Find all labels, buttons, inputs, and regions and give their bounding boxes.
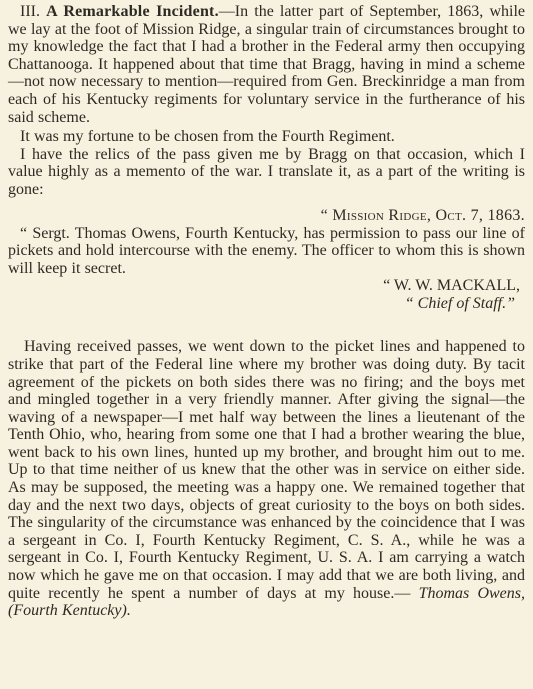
spacer	[8, 199, 525, 207]
pass-signature: “ W. W. MACKALL,	[383, 277, 520, 295]
narrative-attribution: Thomas Owens, (Fourth Kentucky).	[8, 584, 525, 620]
narrative-body: Having received passes, we went down to the picket lines and happened to strike that part of the Federal line where my brother was doing duty. By tacit agreement of the pickets on both sides there was no firing; and the boys met and mingled together in a very friendly manner. After giving the signal—the waving of a newspaper—I met half way between the lines a lieutenant of the Tenth Ohio, who, hearing from some one that I had a brother wearing the blue, went back to his own lines, hunted up my brother, and brought him out to me. Up to that time neither of us knew that the other was in service on either side. As may be supposed, the meeting was a happy one. We remained together that day and the next two days, objects of great curiosity to the boys on both sides. The singularity of the circumstance was enhanced by the coincidence that I was a sergeant in Co. I, Fourth Kentucky Regiment, C. S. A., while he was a sergeant in Co. I, Fourth Kentucky Regiment, U. S. A. I am carrying a watch now which he gave me on that occasion. I may add that we are both living, and quite recently he spent a number of days at my house.—	[8, 338, 525, 602]
pass-body: “ Sergt. Thomas Owens, Fourth Kentucky, has permission to pass our line of pickets and hold intercourse with the enemy. The officer to whom this is shown will keep it secret.	[8, 224, 525, 277]
pass-role: “ Chief of Staff.”	[404, 295, 515, 313]
section-title: A Remarkable Incident.	[46, 3, 219, 20]
section-numeral: III.	[20, 3, 40, 20]
paragraph-pass-relics: I have the relics of the pass given me by Bragg on that occasion, which I value highly as a memento of the war. I translate it, as a part of the writing is gone:	[8, 145, 525, 198]
spacer	[8, 313, 525, 338]
section-text: —In the latter part of September, 1863, while we lay at the foot of Mission Ridge, a singular train of circumstances brought to my knowledge the fact that I had a brother in the Federal army then occupying Chattanooga. It happened about that time that Bragg, having in mind a scheme—not now necessary to mention—required from Gen. Breckinridge a man from each of his Kentucky regiments for voluntary service in the furtherance of his said scheme.	[8, 3, 525, 126]
pass-dateline: “ Mission Ridge, Oct. 7, 1863.	[320, 206, 525, 224]
paragraph-chosen-regiment: It was my fortune to be chosen from the Fourth Regiment.	[20, 128, 395, 146]
opening-paragraph	[8, 3, 525, 126]
narrative-paragraph	[8, 338, 525, 620]
